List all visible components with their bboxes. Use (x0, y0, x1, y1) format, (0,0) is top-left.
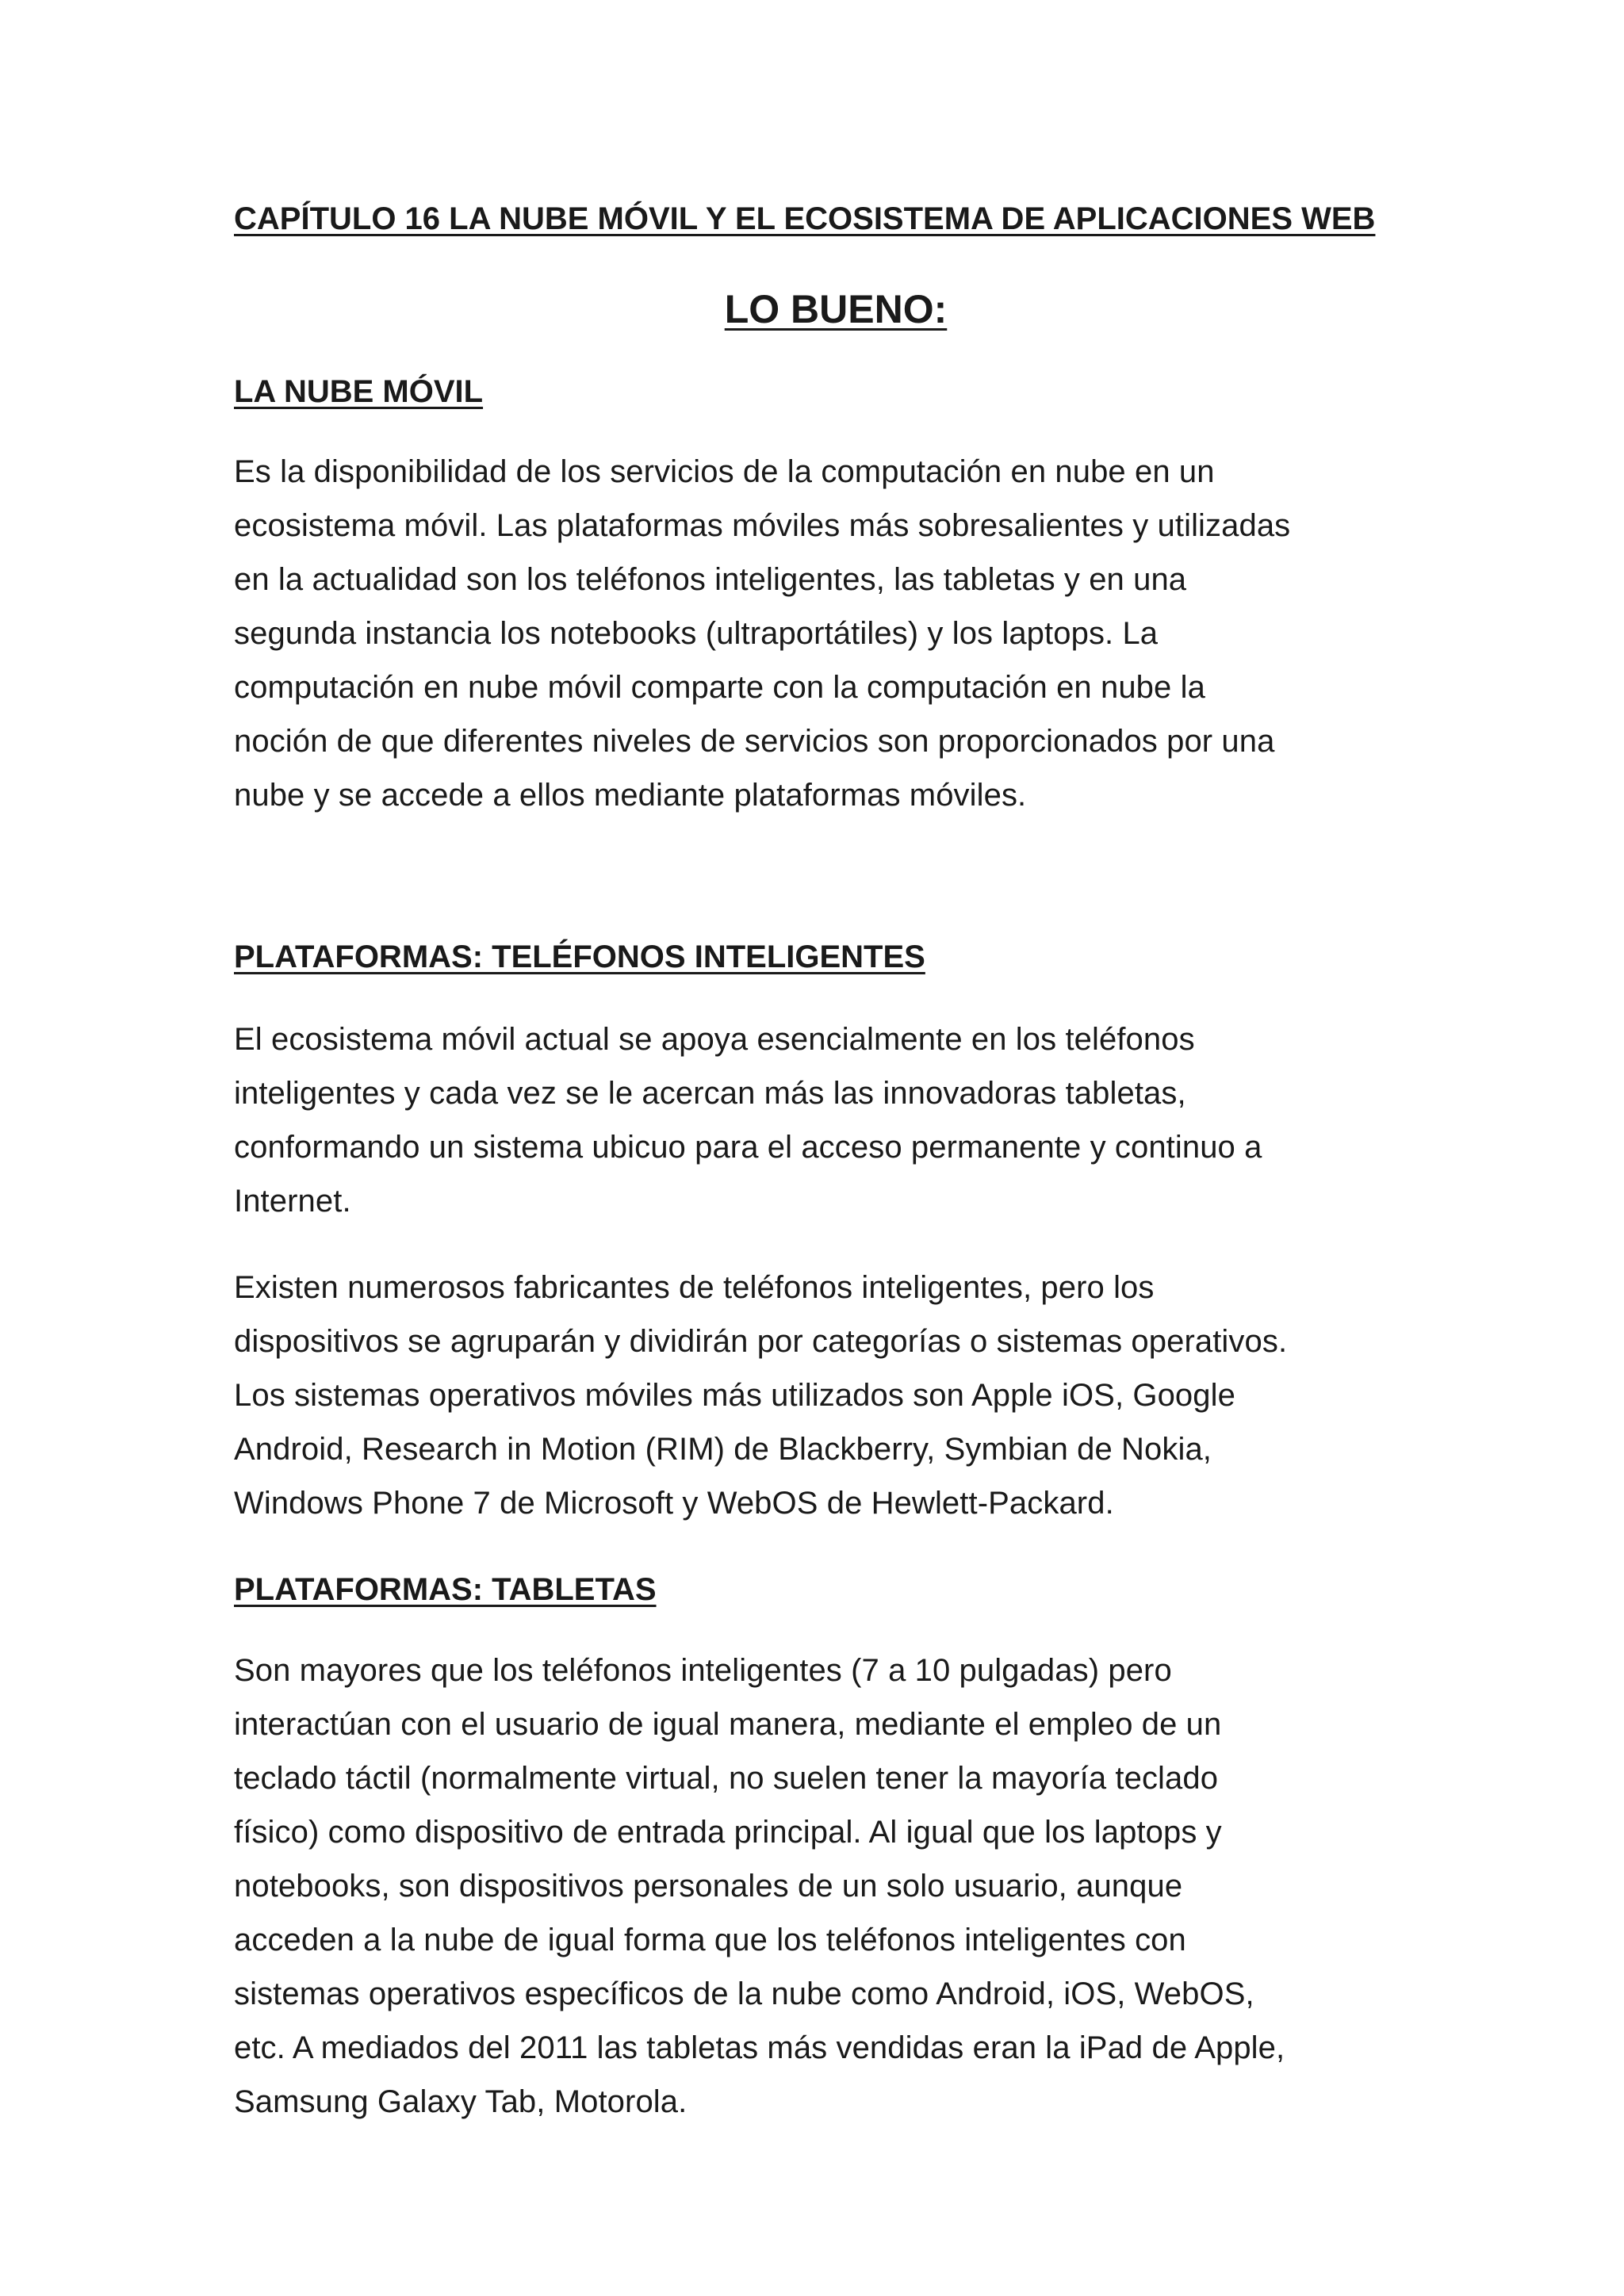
text-line: Es la disponibilidad de los servicios de la computación en nube en un (234, 454, 1215, 489)
text-line: acceden a la nube de igual forma que los teléfonos inteligentes con (234, 1923, 1186, 1957)
text-line: interactúan con el usuario de igual manera, mediante el empleo de un (234, 1707, 1222, 1742)
text-line: computación en nube móvil comparte con la computación en nube la (234, 670, 1205, 705)
text-line: conformando un sistema ubicuo para el acceso permanente y continuo a (234, 1130, 1262, 1165)
text-line: sistemas operativos específicos de la nube como Android, iOS, WebOS, (234, 1976, 1254, 2011)
text-line: Existen numerosos fabricantes de teléfonos inteligentes, pero los (234, 1270, 1155, 1305)
text-line: dispositivos se agruparán y dividirán por categorías o sistemas operativos. (234, 1324, 1288, 1359)
text-line: teclado táctil (normalmente virtual, no suelen tener la mayoría teclado (234, 1761, 1219, 1796)
text-line: El ecosistema móvil actual se apoya esencialmente en los teléfonos (234, 1022, 1195, 1057)
text-line: Internet. (234, 1184, 351, 1219)
paragraph-telefonos-1 (234, 1012, 1400, 1228)
text-line: noción de que diferentes niveles de servicios son proporcionados por una (234, 724, 1275, 759)
paragraph-telefonos-2 (234, 1261, 1400, 1530)
section-heading-telefonos: PLATAFORMAS: TELÉFONOS INTELIGENTES (234, 939, 925, 974)
text-line: segunda instancia los notebooks (ultraportátiles) y los laptops. La (234, 616, 1159, 651)
text-line: ecosistema móvil. Las plataformas móviles más sobresalientes y utilizadas (234, 508, 1291, 543)
text-line: Samsung Galaxy Tab, Motorola. (234, 2084, 688, 2119)
paragraph-nube-movil (234, 445, 1400, 822)
text-line: Android, Research in Motion (RIM) de Blackberry, Symbian de Nokia, (234, 1432, 1212, 1467)
text-line: Los sistemas operativos móviles más utilizados son Apple iOS, Google (234, 1378, 1235, 1413)
paragraph-tabletas (234, 1644, 1400, 2129)
text-line: Son mayores que los teléfonos inteligentes (7 a 10 pulgadas) pero (234, 1653, 1172, 1688)
section-subtitle: LO BUENO: (724, 287, 948, 331)
text-line: etc. A mediados del 2011 las tabletas más vendidas eran la iPad de Apple, (234, 2030, 1285, 2065)
section-heading-tabletas: PLATAFORMAS: TABLETAS (234, 1572, 657, 1607)
text-line: Windows Phone 7 de Microsoft y WebOS de Hewlett-Packard. (234, 1486, 1114, 1521)
text-line: nube y se accede a ellos mediante plataformas móviles. (234, 778, 1027, 813)
text-line: notebooks, son dispositivos personales de un solo usuario, aunque (234, 1869, 1183, 1904)
text-line: en la actualidad son los teléfonos inteligentes, las tabletas y en una (234, 562, 1187, 597)
text-line: físico) como dispositivo de entrada principal. Al igual que los laptops y (234, 1815, 1222, 1850)
section-heading-nube-movil: LA NUBE MÓVIL (234, 374, 484, 409)
chapter-title: CAPÍTULO 16 LA NUBE MÓVIL Y EL ECOSISTEMA DE APLICACIONES WEB (234, 201, 1376, 236)
text-line: inteligentes y cada vez se le acercan más las innovadoras tabletas, (234, 1076, 1186, 1111)
